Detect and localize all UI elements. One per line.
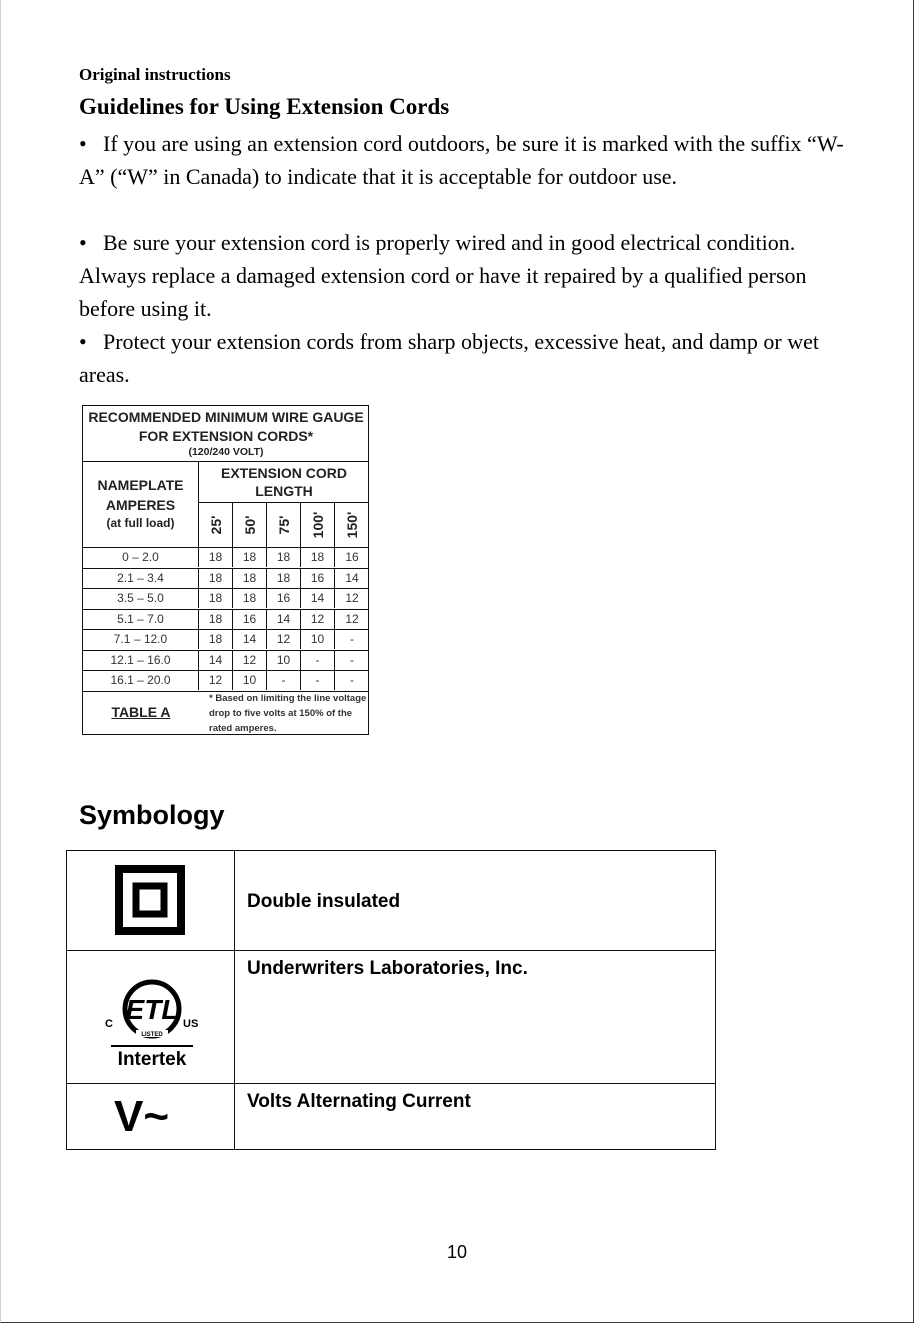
gauge-cell: 12 — [345, 611, 359, 626]
gauge-cell: 14 — [345, 570, 359, 585]
guideline-item — [79, 325, 849, 391]
symbol-label: Underwriters Laboratories, Inc. — [247, 958, 528, 979]
gauge-cell: 18 — [301, 547, 335, 567]
amperes-cell: 5.1 – 7.0 — [83, 609, 199, 629]
gauge-cell: 16 — [301, 568, 335, 588]
gauge-cell: 12 — [199, 670, 233, 690]
length-header — [301, 503, 335, 547]
gauge-cell: 18 — [199, 568, 233, 588]
gauge-cell: 14 — [301, 588, 335, 608]
etl-listed-icon — [97, 973, 207, 1073]
gauge-cell: 16 — [267, 588, 301, 608]
length-header — [335, 503, 369, 547]
gauge-cell: 18 — [199, 609, 233, 629]
gauge-cell: - — [350, 652, 354, 667]
table-title — [83, 406, 369, 462]
length-header-label: 100' — [309, 511, 326, 539]
symbol-icon-cell — [67, 951, 235, 1083]
guideline-text: If you are using an extension cord outdoors, be sure it is marked with the suffix “W-A” (“W” in Canada) to indicate that it is acceptable for outdoor use. — [79, 131, 844, 189]
amperes-cell: 2.1 – 3.4 — [83, 568, 199, 588]
gauge-cell: 16 — [345, 550, 359, 564]
volts-ac-icon: V~ — [114, 1092, 170, 1141]
gauge-cell: 14 — [233, 629, 267, 649]
gauge-cell: - — [301, 650, 335, 670]
length-header — [267, 503, 301, 547]
symbology-table — [66, 850, 716, 1150]
gauge-cell: 18 — [233, 568, 267, 588]
amperes-cell: 0 – 2.0 — [83, 547, 199, 567]
bullet: • — [79, 131, 87, 156]
gauge-cell: - — [350, 673, 354, 687]
guideline-item — [79, 127, 849, 193]
length-header-label: 50' — [241, 515, 258, 535]
gauge-cell: 14 — [199, 650, 233, 670]
length-header-label: 150' — [344, 511, 360, 539]
symbol-label: Double insulated — [247, 891, 401, 912]
amperes-cell: 7.1 – 12.0 — [83, 629, 199, 649]
full-load-label: (at full load) — [106, 516, 175, 530]
gauge-cell: 12 — [345, 591, 359, 605]
symbology-title: Symbology — [79, 800, 225, 830]
svg-text:US: US — [183, 1018, 199, 1030]
guideline-text: Protect your extension cords from sharp objects, excessive heat, and damp or wet areas. — [79, 329, 820, 387]
gauge-cell: - — [301, 670, 335, 690]
table-footnote: * Based on limiting the line voltage drop to five volts at 150% of the rated amperes. — [209, 693, 367, 734]
gauge-cell: 10 — [233, 670, 267, 690]
svg-text:C: C — [105, 1018, 113, 1030]
table-row — [83, 670, 369, 690]
gauge-cell: 18 — [199, 588, 233, 608]
extension-cord-header: EXTENSION CORD LENGTH — [199, 462, 369, 503]
gauge-cell: 12 — [301, 609, 335, 629]
double-insulated-icon — [115, 865, 185, 935]
section-heading: Guidelines for Using Extension Cords — [79, 94, 450, 119]
length-header — [199, 503, 233, 547]
amperes-cell: 3.5 – 5.0 — [83, 588, 199, 608]
wire-gauge-table — [82, 405, 369, 735]
gauge-cell: 18 — [199, 629, 233, 649]
table-row — [83, 568, 369, 588]
symbol-row — [67, 1083, 715, 1149]
gauge-cell: 18 — [267, 547, 301, 567]
gauge-cell: 18 — [233, 588, 267, 608]
gauge-cell: 14 — [267, 609, 301, 629]
guideline-item — [79, 226, 849, 325]
table-row — [83, 650, 369, 670]
table-voltage: (120/240 VOLT) — [188, 446, 264, 458]
symbol-row — [67, 950, 715, 1083]
table-title-text: RECOMMENDED MINIMUM WIRE GAUGE FOR EXTENSION CORDS* — [88, 409, 364, 444]
nameplate-label: NAMEPLATE AMPERES — [97, 477, 184, 513]
symbol-icon-cell — [67, 851, 235, 950]
gauge-cell: 12 — [233, 650, 267, 670]
table-row — [83, 629, 369, 649]
length-header-label: 75' — [275, 515, 292, 535]
gauge-cell: 10 — [301, 629, 335, 649]
document-label: Original instructions — [79, 65, 231, 84]
symbol-icon-cell — [67, 1084, 235, 1149]
svg-text:LISTED: LISTED — [141, 1032, 163, 1038]
symbol-row — [67, 851, 715, 950]
table-label: TABLE A — [111, 704, 171, 720]
symbol-label: Volts Alternating Current — [247, 1091, 471, 1112]
guideline-text: Be sure your extension cord is properly wired and in good electrical condition. Always replace a damaged extension cord or have it repaired by a qualified person before using it. — [79, 230, 807, 321]
gauge-cell: 10 — [267, 650, 301, 670]
length-header — [233, 503, 267, 547]
length-header-label: 25' — [207, 515, 224, 535]
table-row — [83, 609, 369, 629]
gauge-cell: 18 — [233, 547, 267, 567]
amperes-cell: 12.1 – 16.0 — [83, 650, 199, 670]
table-row — [83, 588, 369, 608]
amperes-cell: 16.1 – 20.0 — [83, 670, 199, 690]
svg-text:Intertek: Intertek — [117, 1049, 187, 1070]
bullet: • — [79, 329, 87, 354]
table-row — [83, 547, 369, 567]
page-number: 10 — [446, 1242, 468, 1262]
gauge-cell: - — [267, 670, 301, 690]
svg-text:ETL: ETL — [125, 994, 179, 1025]
gauge-cell: 18 — [267, 568, 301, 588]
bullet: • — [79, 230, 87, 255]
gauge-cell: - — [350, 632, 354, 646]
nameplate-header — [83, 462, 199, 547]
gauge-cell: 12 — [267, 629, 301, 649]
gauge-cell: 18 — [199, 547, 233, 567]
gauge-cell: 16 — [233, 609, 267, 629]
